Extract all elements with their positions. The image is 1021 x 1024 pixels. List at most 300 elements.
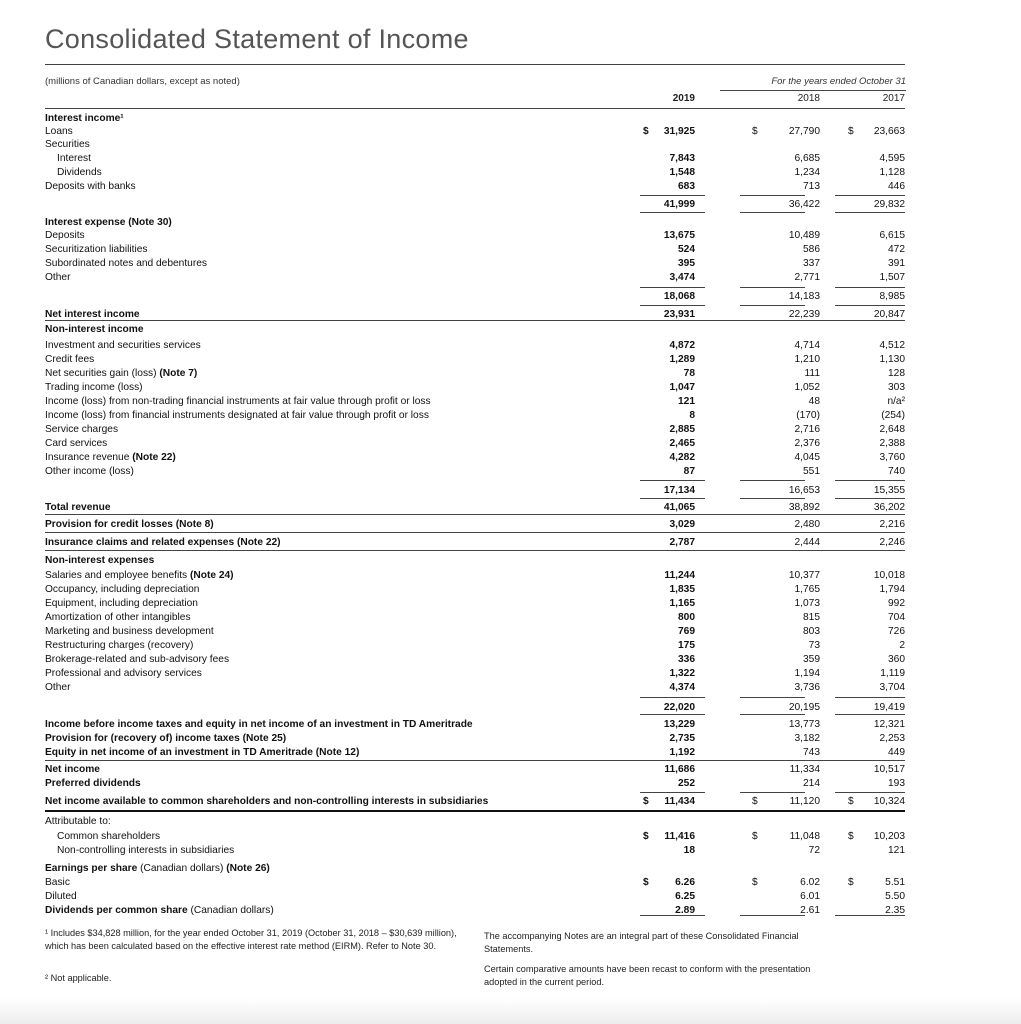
value-2019: 2.89 [675, 905, 695, 916]
value-2019: 336 [678, 654, 695, 665]
value-2017: 128 [888, 368, 905, 379]
row-label: Equipment, including depreciation [45, 598, 198, 609]
value-2019: 11,244 [664, 570, 695, 581]
row-label: Non-controlling interests in subsidiaries [57, 845, 235, 856]
value-2018: 1,073 [794, 598, 820, 609]
subtotal-rule [835, 915, 905, 916]
row-subordinated-notes-and-debentures [45, 257, 905, 271]
value-2017: 2,388 [879, 438, 905, 449]
value-2018: 815 [803, 612, 820, 623]
row-deposits-with-banks [45, 180, 905, 194]
value-2018: 2,480 [794, 519, 820, 530]
row-label: Income (loss) from financial instruments designated at fair value through profit or loss [45, 410, 429, 421]
value-2017: 12,321 [873, 719, 905, 730]
value-2017: 2,216 [879, 519, 905, 530]
row-common-shareholders [45, 830, 905, 844]
value-2017: 726 [888, 626, 905, 637]
value-2017: 29,832 [873, 199, 905, 210]
year-2017-header: 2017 [882, 93, 905, 104]
value-2018: 214 [803, 778, 820, 789]
value-2019: 17,134 [663, 485, 695, 496]
row-total-revenue [45, 501, 905, 515]
value-2018: 1,194 [794, 668, 820, 679]
value-2018: 1,210 [794, 354, 820, 365]
subtotal-row [45, 484, 905, 498]
row-label: Net securities gain (loss) (Note 7) [45, 368, 198, 379]
subtotal-rule [740, 697, 805, 698]
value-2017: 303 [888, 382, 905, 393]
row-net-securities-gain-loss [45, 367, 905, 381]
row-label: Interest income¹ [45, 113, 124, 124]
value-2019: 1,548 [669, 167, 695, 178]
row-income-loss-from-financial-instruments-d [45, 409, 905, 423]
row-label: Marketing and business development [45, 626, 214, 637]
subtotal-rule [640, 714, 705, 715]
recast-note: Certain comparative amounts have been recast to conform with the presentation adopted in the current period. [484, 964, 811, 987]
value-2017: 3,760 [879, 452, 905, 463]
footnote-2: ² Not applicable. [45, 973, 112, 983]
row-label: Income before income taxes and equity in net income of an investment in TD Ameritrade [45, 719, 473, 730]
value-2017: 4,512 [879, 340, 905, 351]
period-caption-rule [720, 90, 906, 91]
value-2018: 27,790 [788, 126, 820, 137]
subtotal-rule [640, 498, 705, 499]
subtotal-rule [740, 195, 805, 196]
subtotal-rule [740, 714, 805, 715]
row-restructuring-charges-recovery [45, 639, 905, 653]
value-2018: 73 [808, 640, 820, 651]
period-caption: For the years ended October 31 [771, 76, 906, 87]
value-2019: 78 [683, 368, 695, 379]
subtotal-rule [835, 195, 905, 196]
value-2019: 800 [678, 612, 695, 623]
row-label: Brokerage-related and sub-advisory fees [45, 654, 230, 665]
row-label: Deposits with banks [45, 181, 136, 192]
value-2017: 23,663 [873, 126, 905, 137]
value-2017: 4,595 [879, 153, 905, 164]
value-2019: 4,374 [669, 682, 695, 693]
value-2019: 1,192 [669, 747, 695, 758]
row-divider [45, 810, 905, 812]
value-2017: 10,018 [873, 570, 905, 581]
value-2018: 1,052 [794, 382, 820, 393]
value-2017: 193 [888, 778, 905, 789]
row-label: Total revenue [45, 502, 111, 513]
currency-symbol: $ [643, 877, 649, 888]
value-2018: 11,048 [789, 831, 820, 842]
subtotal-rule [740, 305, 805, 306]
accompanying-notes: The accompanying Notes are an integral part of these Consolidated Financial Statements. [484, 931, 799, 954]
currency-symbol: $ [752, 831, 758, 842]
subtotal-rule [640, 915, 705, 916]
row-label: Amortization of other intangibles [45, 612, 191, 623]
row-basic [45, 876, 905, 890]
currency-symbol: $ [643, 796, 649, 807]
subtotal-rule [740, 480, 805, 481]
value-2017: 2,246 [879, 537, 905, 548]
value-2019: 4,872 [669, 340, 695, 351]
row-label: Common shareholders [57, 831, 161, 842]
subtotal-rule [640, 287, 705, 288]
row-label: Card services [45, 438, 108, 449]
row-provision-for-recovery-of-income-taxes-n [45, 732, 905, 746]
page-bottom-shadow [0, 998, 1021, 1024]
value-2019: 1,289 [669, 354, 695, 365]
subtotal-rule [740, 792, 805, 793]
value-2017: 5.51 [885, 877, 905, 888]
value-2017: 1,794 [879, 584, 905, 595]
subtotal-rule [640, 212, 705, 213]
subtotal-rule [835, 697, 905, 698]
row-label: Credit fees [45, 354, 95, 365]
row-label: Occupancy, including depreciation [45, 584, 200, 595]
row-preferred-dividends [45, 777, 905, 791]
row-label: Investment and securities services [45, 340, 201, 351]
value-2017: 1,130 [879, 354, 905, 365]
row-interest-expense-note-30 [45, 216, 905, 230]
value-2019: 3,029 [669, 519, 695, 530]
value-2019: 11,416 [664, 831, 695, 842]
value-2019: 1,835 [669, 584, 695, 595]
row-trading-income-loss [45, 381, 905, 395]
value-2018: 10,489 [788, 230, 820, 241]
value-2017: 449 [888, 747, 905, 758]
row-insurance-claims-and-related-expenses-no [45, 536, 905, 550]
row-label: Earnings per share (Canadian dollars) (Note 26) [45, 863, 270, 874]
subtotal-rule [740, 287, 805, 288]
value-2019: 2,735 [669, 733, 695, 744]
value-2018: 337 [803, 258, 820, 269]
value-2019: 7,843 [669, 153, 695, 164]
value-2018: 22,239 [788, 309, 820, 320]
value-2017: 20,847 [873, 309, 905, 320]
currency-symbol: $ [848, 831, 854, 842]
value-2018: 20,195 [788, 702, 820, 713]
row-label: Interest [57, 153, 91, 164]
value-2018: 16,653 [788, 485, 820, 496]
row-label: Deposits [45, 230, 85, 241]
row-label: Net income [45, 764, 100, 775]
value-2018: 2,716 [794, 424, 820, 435]
subtotal-rule [835, 480, 905, 481]
row-label: Professional and advisory services [45, 668, 202, 679]
value-2018: 111 [804, 368, 820, 379]
row-divider [45, 514, 905, 515]
row-label: Income (loss) from non-trading financial instruments at fair value through profit or loss [45, 396, 431, 407]
value-2018: 36,422 [788, 199, 820, 210]
row-label: Restructuring charges (recovery) [45, 640, 194, 651]
year-2018-header: 2018 [797, 93, 820, 104]
row-label: Net income available to common shareholders and non-controlling interests in subsidiaries [45, 796, 489, 807]
row-insurance-revenue [45, 451, 905, 465]
value-2019: 395 [678, 258, 695, 269]
value-2017: n/a² [887, 396, 905, 407]
value-2018: 743 [803, 747, 820, 758]
row-label: Net interest income [45, 309, 140, 320]
value-2018: 38,892 [788, 502, 820, 513]
row-dividends [45, 166, 905, 180]
value-2019: 11,434 [664, 796, 695, 807]
value-2017: 6,615 [879, 230, 905, 241]
value-2018: 6.01 [800, 891, 820, 902]
row-label: Loans [45, 126, 73, 137]
value-2018: (170) [796, 410, 820, 421]
subtotal-row [45, 701, 905, 715]
row-other-income-loss [45, 465, 905, 479]
row-professional-and-advisory-services [45, 667, 905, 681]
value-2019: 3,474 [669, 272, 695, 283]
currency-symbol: $ [643, 126, 649, 137]
value-2018: 10,377 [788, 570, 820, 581]
subtotal-rule [835, 212, 905, 213]
value-2017: 1,119 [880, 668, 905, 679]
value-2017: 15,355 [873, 485, 905, 496]
value-2017: 10,517 [873, 764, 905, 775]
subtotal-rule [640, 792, 705, 793]
header-rule [45, 108, 905, 109]
row-income-before-income-taxes-and-equity-in [45, 718, 905, 732]
subtotal-rule [835, 498, 905, 499]
subtotal-rule [640, 697, 705, 698]
row-interest [45, 152, 905, 166]
subtotal-rule [640, 480, 705, 481]
row-service-charges [45, 423, 905, 437]
row-label: Interest expense (Note 30) [45, 217, 172, 228]
row-label: Securities [45, 139, 90, 150]
value-2018: 2,444 [794, 537, 820, 548]
subtotal-row [45, 290, 905, 304]
value-2018: 803 [803, 626, 820, 637]
row-card-services [45, 437, 905, 451]
value-2017: 740 [888, 466, 905, 477]
value-2017: 446 [888, 181, 905, 192]
value-2018: 11,120 [789, 796, 820, 807]
value-2017: 360 [888, 654, 905, 665]
value-2019: 22,020 [663, 702, 695, 713]
value-2018: 11,334 [789, 764, 820, 775]
subtotal-rule [835, 792, 905, 793]
value-2018: 14,183 [788, 291, 820, 302]
value-2018: 713 [803, 181, 820, 192]
value-2017: 704 [888, 612, 905, 623]
row-label: Provision for (recovery of) income taxes (Note 25) [45, 733, 287, 744]
row-provision-for-credit-losses-note-8 [45, 518, 905, 532]
subtotal-rule [640, 305, 705, 306]
value-2019: 2,885 [669, 424, 695, 435]
value-2017: 8,985 [879, 291, 905, 302]
title-rule [45, 64, 905, 65]
value-2017: 10,324 [873, 796, 905, 807]
value-2017: (254) [881, 410, 905, 421]
value-2018: 6.02 [800, 877, 820, 888]
row-earnings-per-share [45, 862, 905, 876]
value-2017: 5.50 [885, 891, 905, 902]
currency-symbol: $ [752, 877, 758, 888]
row-label: Dividends per common share (Canadian dollars) [45, 905, 274, 916]
value-2017: 19,419 [873, 702, 905, 713]
row-non-interest-expenses [45, 554, 905, 568]
value-2017: 121 [888, 845, 905, 856]
row-non-controlling-interests-in-subsidiarie [45, 844, 905, 858]
value-2019: 18,068 [663, 291, 695, 302]
currency-symbol: $ [848, 877, 854, 888]
row-non-interest-income [45, 323, 905, 337]
value-2019: 41,065 [663, 502, 695, 513]
value-2017: 10,203 [873, 831, 905, 842]
subtotal-row [45, 198, 905, 212]
row-label: Non-interest income [45, 324, 144, 335]
row-salaries-and-employee-benefits [45, 569, 905, 583]
row-label: Salaries and employee benefits (Note 24) [45, 570, 234, 581]
value-2019: 18 [683, 845, 695, 856]
value-2019: 175 [678, 640, 695, 651]
currency-symbol: $ [643, 831, 649, 842]
row-attributable-to [45, 815, 905, 829]
row-label: Attributable to: [45, 816, 111, 827]
units-note: (millions of Canadian dollars, except as noted) [45, 76, 240, 87]
value-2019: 121 [678, 396, 695, 407]
subtotal-rule [740, 498, 805, 499]
value-2019: 683 [678, 181, 695, 192]
value-2019: 31,925 [663, 126, 695, 137]
row-divider [45, 550, 905, 551]
value-2019: 13,229 [663, 719, 695, 730]
value-2017: 1,128 [879, 167, 905, 178]
value-2019: 41,999 [663, 199, 695, 210]
value-2019: 6.25 [675, 891, 695, 902]
value-2018: 3,736 [794, 682, 820, 693]
value-2018: 551 [803, 466, 820, 477]
value-2018: 2,376 [794, 438, 820, 449]
row-label: Other [45, 682, 71, 693]
currency-symbol: $ [752, 796, 758, 807]
row-other [45, 271, 905, 285]
value-2019: 8 [689, 410, 695, 421]
subtotal-rule [835, 287, 905, 288]
row-investment-and-securities-services [45, 339, 905, 353]
currency-symbol: $ [752, 126, 758, 137]
row-income-loss-from-non-trading-financial-i [45, 395, 905, 409]
subtotal-rule [835, 714, 905, 715]
value-2017: 2,648 [879, 424, 905, 435]
row-deposits [45, 229, 905, 243]
value-2017: 992 [888, 598, 905, 609]
value-2019: 252 [678, 778, 695, 789]
year-2019-header: 2019 [672, 93, 695, 104]
value-2017: 1,507 [879, 272, 905, 283]
value-2018: 2.61 [800, 905, 820, 916]
row-brokerage-related-and-sub-advisory-fees [45, 653, 905, 667]
value-2019: 1,165 [669, 598, 695, 609]
value-2019: 87 [683, 466, 695, 477]
row-label: Insurance revenue (Note 22) [45, 452, 176, 463]
row-equipment-including-depreciation [45, 597, 905, 611]
row-label: Basic [45, 877, 70, 888]
row-label: Diluted [45, 891, 77, 902]
value-2018: 48 [808, 396, 820, 407]
value-2019: 6.26 [675, 877, 695, 888]
row-securities [45, 138, 905, 152]
row-divider [45, 760, 905, 761]
row-net-income-available-to-common-sharehold [45, 795, 905, 809]
value-2019: 2,787 [669, 537, 695, 548]
value-2018: 1,234 [794, 167, 820, 178]
subtotal-rule [740, 915, 805, 916]
value-2019: 2,465 [669, 438, 695, 449]
value-2018: 6,685 [794, 153, 820, 164]
value-2017: 2 [899, 640, 905, 651]
row-label: Insurance claims and related expenses (Note 22) [45, 537, 281, 548]
value-2017: 2,253 [879, 733, 905, 744]
value-2017: 3,704 [879, 682, 905, 693]
value-2017: 2.35 [885, 905, 905, 916]
row-securitization-liabilities [45, 243, 905, 257]
row-divider [45, 320, 905, 321]
value-2018: 2,771 [794, 272, 820, 283]
row-label: Trading income (loss) [45, 382, 143, 393]
row-credit-fees [45, 353, 905, 367]
subtotal-rule [640, 195, 705, 196]
value-2019: 11,686 [664, 764, 695, 775]
row-label: Service charges [45, 424, 119, 435]
value-2017: 36,202 [873, 502, 905, 513]
row-label: Other income (loss) [45, 466, 134, 477]
row-other [45, 681, 905, 695]
row-amortization-of-other-intangibles [45, 611, 905, 625]
row-label: Preferred dividends [45, 778, 141, 789]
value-2018: 13,773 [788, 719, 820, 730]
value-2018: 359 [803, 654, 820, 665]
row-label: Equity in net income of an investment in TD Ameritrade (Note 12) [45, 747, 360, 758]
row-label: Dividends [57, 167, 102, 178]
row-label: Provision for credit losses (Note 8) [45, 519, 214, 530]
page-title: Consolidated Statement of Income [45, 24, 469, 54]
row-label: Subordinated notes and debentures [45, 258, 207, 269]
value-2019: 1,322 [669, 668, 695, 679]
value-2017: 472 [888, 244, 905, 255]
value-2019: 524 [678, 244, 695, 255]
value-2018: 4,714 [794, 340, 820, 351]
value-2019: 13,675 [663, 230, 695, 241]
row-equity-in-net-income-of-an-investment-in [45, 746, 905, 760]
row-occupancy-including-depreciation [45, 583, 905, 597]
row-label: Other [45, 272, 71, 283]
value-2018: 586 [803, 244, 820, 255]
value-2019: 769 [678, 626, 695, 637]
row-divider [45, 532, 905, 533]
currency-symbol: $ [848, 796, 854, 807]
value-2017: 391 [888, 258, 905, 269]
currency-symbol: $ [848, 126, 854, 137]
value-2019: 4,282 [669, 452, 695, 463]
value-2018: 1,765 [794, 584, 820, 595]
value-2019: 23,931 [663, 309, 695, 320]
row-label: Securitization liabilities [45, 244, 148, 255]
row-loans [45, 125, 905, 139]
subtotal-rule [835, 305, 905, 306]
row-net-income [45, 763, 905, 777]
row-label: Non-interest expenses [45, 555, 155, 566]
row-diluted [45, 890, 905, 904]
footnote-1: ¹ Includes $34,828 million, for the year ended October 31, 2019 (October 31, 2018 – $30,639 million), which has been calculated based on the effective interest rate method (EIRM). Refer to Note 30. [45, 928, 457, 951]
value-2018: 72 [808, 845, 820, 856]
subtotal-rule [740, 212, 805, 213]
row-interest-income [45, 112, 905, 126]
row-marketing-and-business-development [45, 625, 905, 639]
value-2018: 4,045 [794, 452, 820, 463]
value-2019: 1,047 [669, 382, 695, 393]
value-2018: 3,182 [794, 733, 820, 744]
